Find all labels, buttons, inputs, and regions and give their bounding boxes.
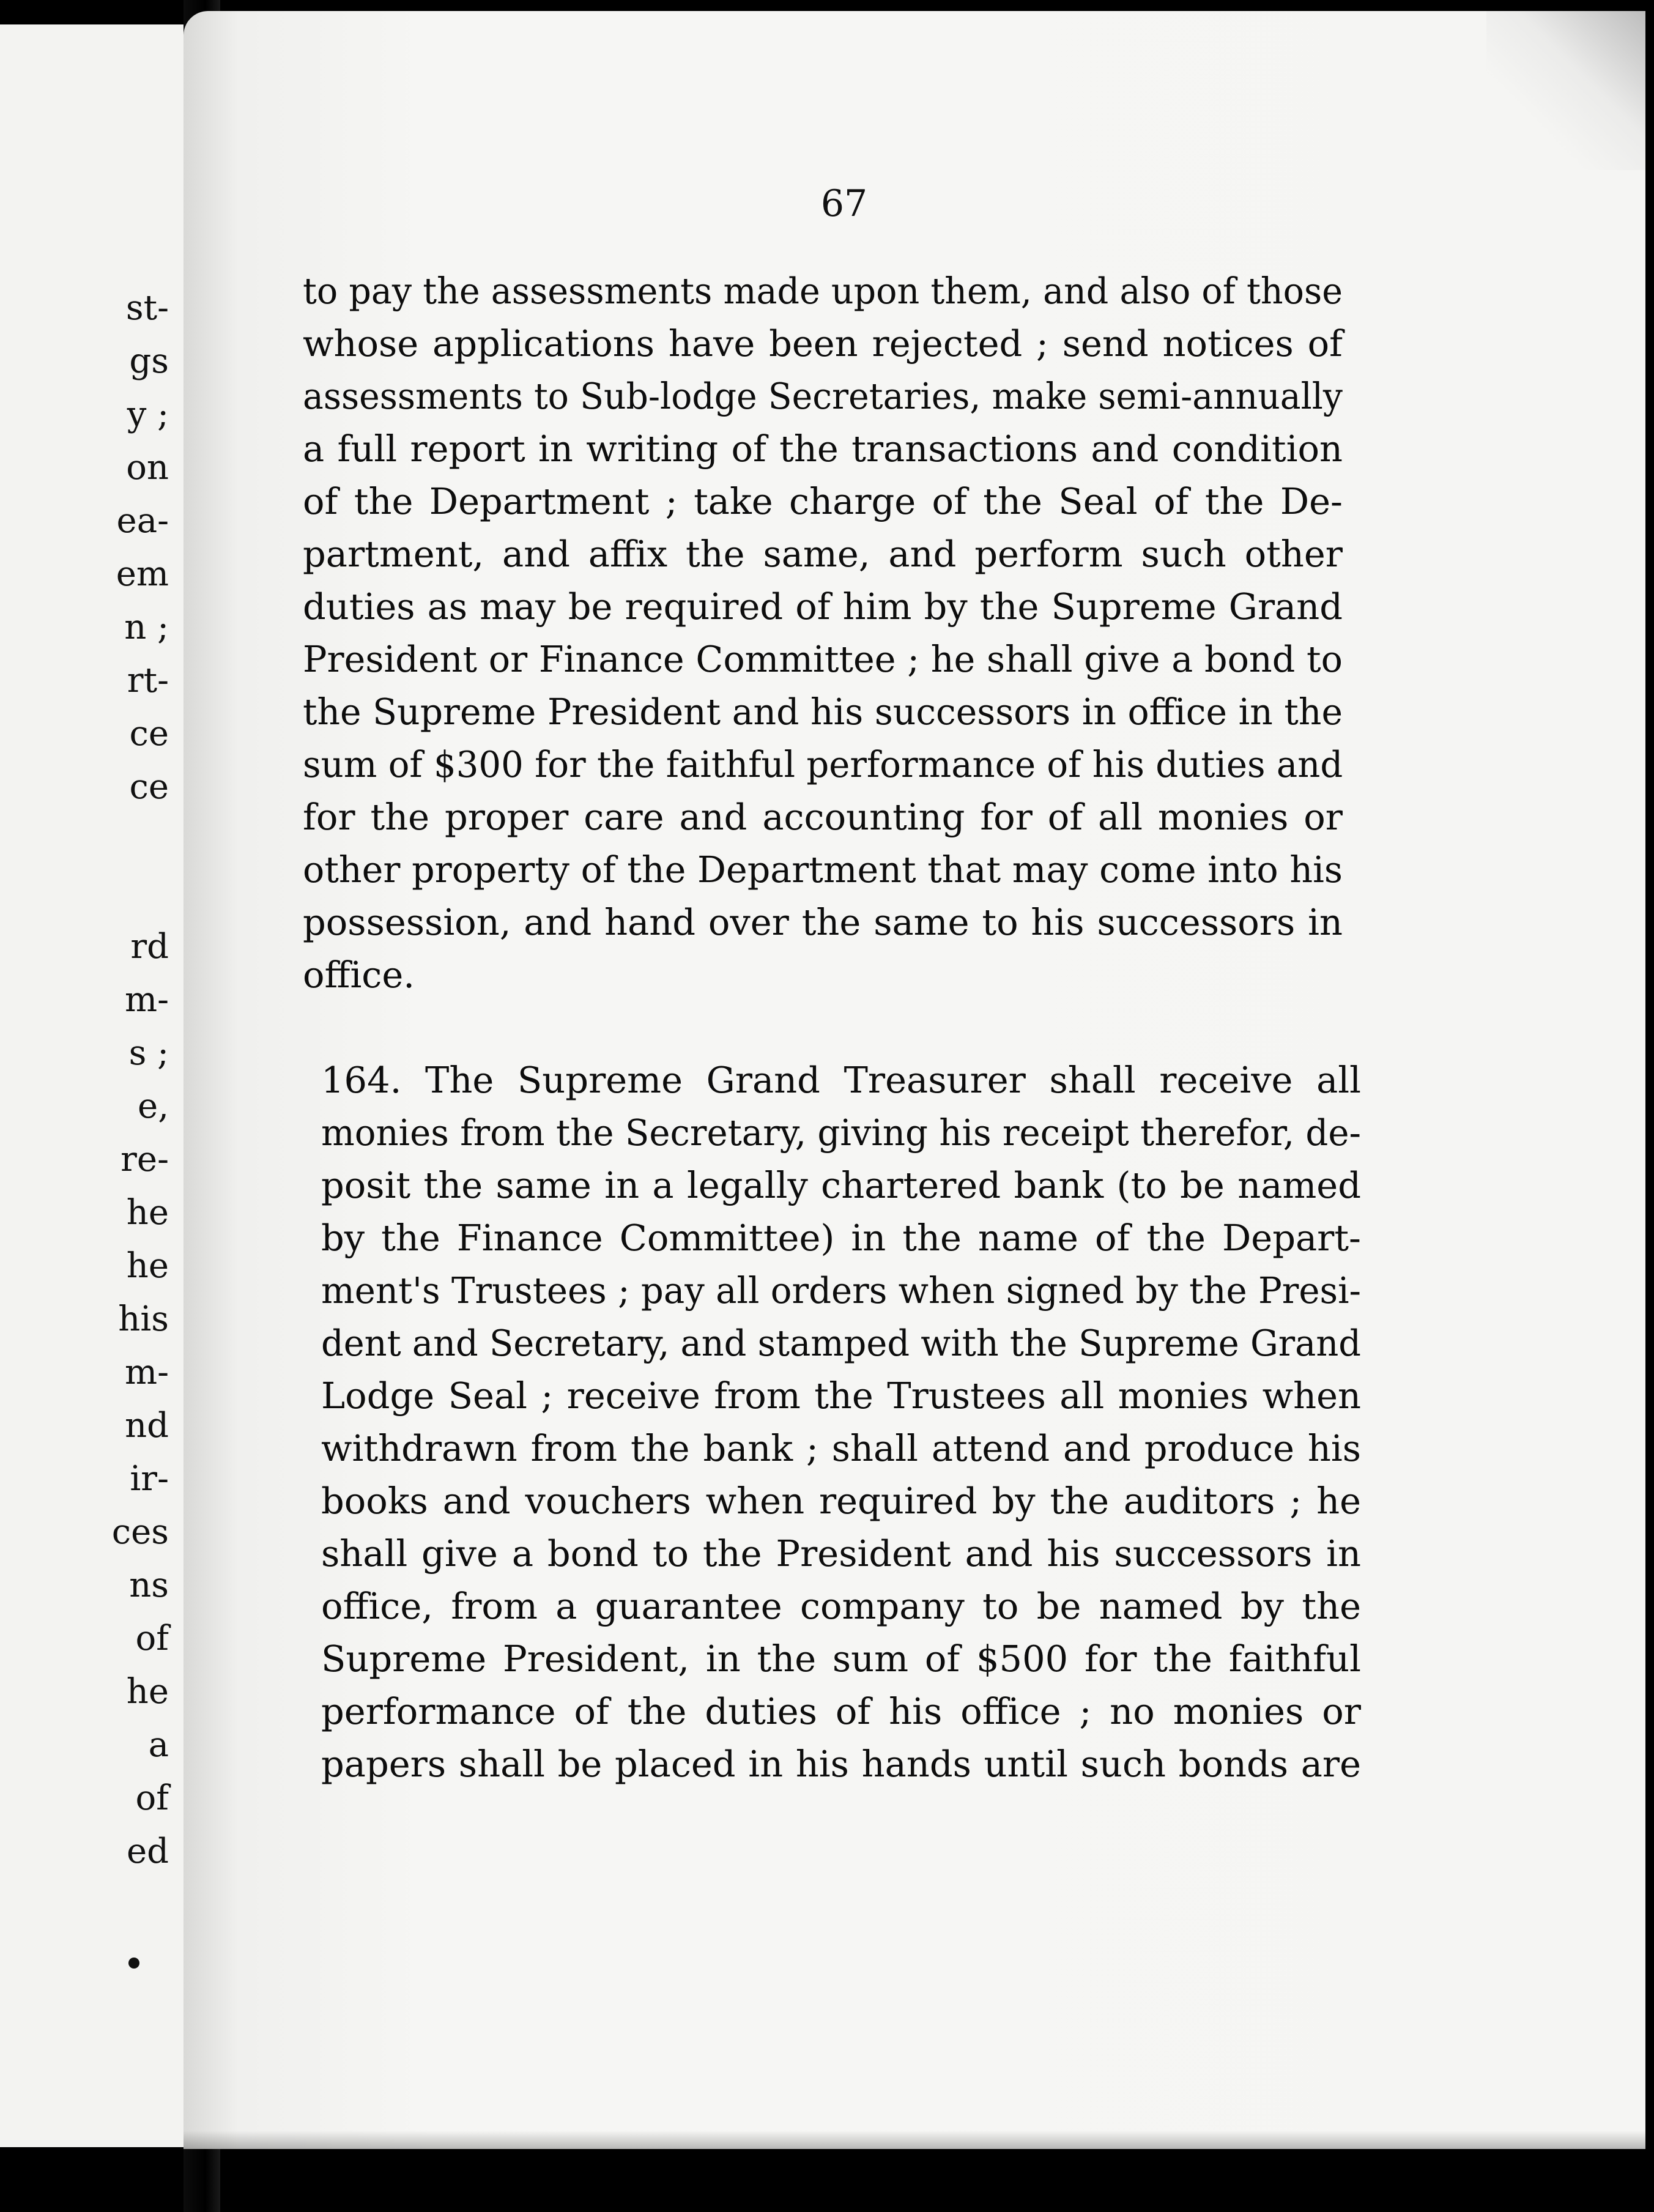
text-line: monies from the Secretary, giving his receipt therefor, de- xyxy=(321,1112,1361,1154)
left-line: ce xyxy=(129,767,169,807)
text-line: duties as may be required of him by the Supreme Grand xyxy=(303,585,1343,628)
left-line: m- xyxy=(124,980,169,1020)
left-line: ed xyxy=(127,1832,169,1871)
text-line: President or Finance Committee ; he shall give a bond to xyxy=(303,638,1343,680)
text-line: 164. The Supreme Grand Treasurer shall receive all xyxy=(321,1059,1361,1101)
text-line: office. xyxy=(303,954,415,996)
left-line: ces xyxy=(111,1512,169,1552)
left-line: ea- xyxy=(116,501,169,541)
text-line: papers shall be placed in his hands until such bonds are xyxy=(321,1743,1361,1785)
paragraph-1 xyxy=(303,265,1343,1001)
left-line: rd xyxy=(130,927,169,967)
text-line: sum of $300 for the faithful performance of his duties and xyxy=(303,743,1343,785)
left-line: on xyxy=(126,448,169,488)
text-line: to pay the assessments made upon them, and also of those xyxy=(303,270,1343,312)
text-line: of the Department ; take charge of the Seal of the De- xyxy=(303,480,1343,522)
left-line: n ; xyxy=(124,607,169,647)
left-line: ns xyxy=(129,1565,169,1605)
page-corner-shadow xyxy=(1486,11,1645,170)
left-line: ce xyxy=(129,714,169,754)
text-line: assessments to Sub-lodge Secretaries, make semi-annually xyxy=(303,375,1343,417)
left-line: s ; xyxy=(128,1033,169,1073)
paragraph-2 xyxy=(321,1054,1361,1791)
left-line xyxy=(0,867,184,920)
left-line: a xyxy=(148,1725,169,1765)
left-line: he xyxy=(126,1193,169,1233)
text-line: Supreme President, in the sum of $500 for the faithful xyxy=(321,1638,1361,1680)
text-line: the Supreme President and his successors in office in the xyxy=(303,691,1343,733)
left-line: he xyxy=(126,1246,169,1286)
left-line: y ; xyxy=(127,395,169,434)
text-line: partment, and affix the same, and perform such other xyxy=(303,533,1343,575)
left-line: m- xyxy=(124,1353,169,1392)
left-line: he xyxy=(126,1672,169,1712)
left-line: nd xyxy=(125,1406,169,1446)
left-line: ir- xyxy=(130,1459,169,1499)
text-line: office, from a guarantee company to be named by the xyxy=(321,1585,1361,1627)
page-bottom-edge xyxy=(184,2131,1645,2149)
left-page-text xyxy=(0,281,184,1878)
left-facing-page xyxy=(0,24,184,2147)
text-line: by the Finance Committee) in the name of the Depart- xyxy=(321,1217,1361,1259)
left-line: of xyxy=(135,1778,169,1818)
text-line: possession, and hand over the same to his successors in xyxy=(303,901,1343,943)
text-line: withdrawn from the bank ; shall attend and produce his xyxy=(321,1427,1361,1469)
text-line: shall give a bond to the President and his successors in xyxy=(321,1532,1361,1575)
left-line: re- xyxy=(121,1140,169,1179)
left-line: em xyxy=(116,554,169,594)
right-page xyxy=(184,11,1645,2149)
text-line: books and vouchers when required by the auditors ; he xyxy=(321,1480,1361,1522)
left-line: of xyxy=(135,1619,169,1658)
text-line: dent and Secretary, and stamped with the Supreme Grand xyxy=(321,1322,1361,1364)
text-line: ment's Trustees ; pay all orders when signed by the Presi- xyxy=(321,1269,1361,1312)
ink-dot xyxy=(128,1958,139,1969)
left-line xyxy=(0,814,184,867)
text-line: posit the same in a legally chartered bank (to be named xyxy=(321,1164,1361,1206)
left-line: rt- xyxy=(127,661,169,700)
text-line: Lodge Seal ; receive from the Trustees all monies when xyxy=(321,1375,1361,1417)
text-line: whose applications have been rejected ; send notices of xyxy=(303,322,1343,365)
text-line: a full report in writing of the transactions and condition xyxy=(303,428,1343,470)
text-line: other property of the Department that may come into his xyxy=(303,848,1343,891)
left-line: his xyxy=(118,1299,169,1339)
text-line: for the proper care and accounting for of all monies or xyxy=(303,796,1343,838)
left-line: st- xyxy=(125,288,169,328)
text-line: performance of the duties of his office ; no monies or xyxy=(321,1690,1361,1732)
left-line: gs xyxy=(129,341,169,381)
page-number: 67 xyxy=(820,182,868,225)
left-line: e, xyxy=(138,1086,169,1126)
